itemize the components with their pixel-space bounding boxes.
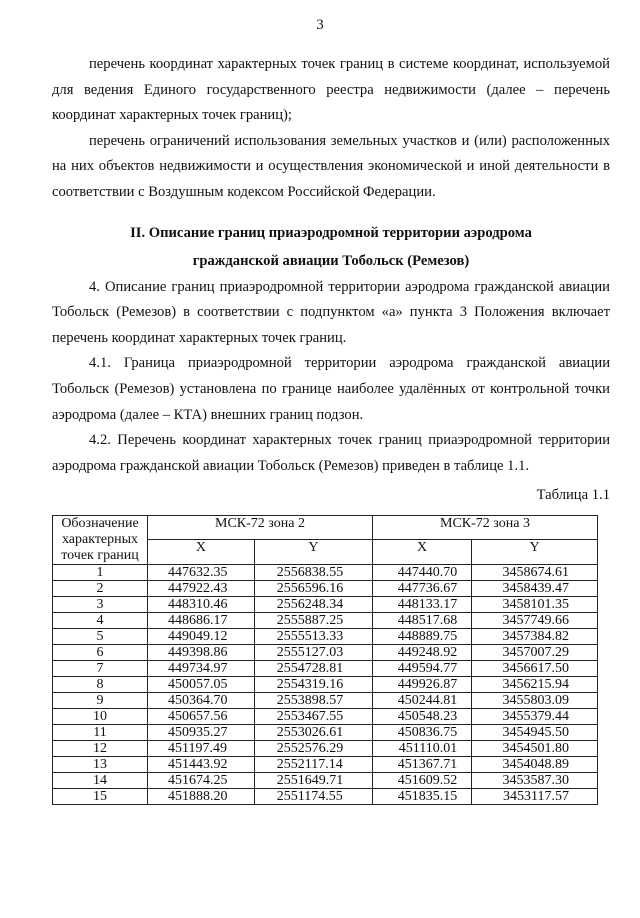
cell-zone2-y: 2555513.33: [254, 628, 372, 644]
cell-zone3-x: 449926.87: [372, 676, 471, 692]
cell-zone2-y: 2553026.61: [254, 724, 372, 740]
table-row: [53, 676, 598, 692]
cell-point-number: 14: [53, 772, 148, 788]
cell-zone2-x: 451674.25: [148, 772, 255, 788]
cell-zone3-y: 3453587.30: [472, 772, 598, 788]
cell-zone2-x: 449398.86: [148, 644, 255, 660]
cell-zone2-x: 449049.12: [148, 628, 255, 644]
cell-zone2-y: 2554728.81: [254, 660, 372, 676]
table-row: [53, 660, 598, 676]
cell-point-number: 3: [53, 596, 148, 612]
cell-zone3-y: 3455379.44: [472, 708, 598, 724]
cell-zone3-y: 3456215.94: [472, 676, 598, 692]
section-heading: [52, 219, 610, 275]
cell-point-number: 9: [53, 692, 148, 708]
table-row: [53, 724, 598, 740]
cell-point-number: 12: [53, 740, 148, 756]
table-row: [53, 564, 598, 580]
table-row: [53, 772, 598, 788]
cell-zone2-y: 2551649.71: [254, 772, 372, 788]
cell-zone3-y: 3454501.80: [472, 740, 598, 756]
cell-zone2-x: 447922.43: [148, 580, 255, 596]
section-heading-line-1: II. Описание границ приаэродромной территории аэродрома: [130, 224, 532, 241]
cell-zone3-x: 448133.17: [372, 596, 471, 612]
cell-point-number: 2: [53, 580, 148, 596]
cell-zone3-x: 449248.92: [372, 644, 471, 660]
table-row: [53, 756, 598, 772]
table-row: [53, 740, 598, 756]
cell-zone3-x: 447736.67: [372, 580, 471, 596]
cell-zone2-y: 2555887.25: [254, 612, 372, 628]
cell-zone2-y: 2556248.34: [254, 596, 372, 612]
coordinates-table: [52, 515, 598, 805]
cell-zone3-y: 3457749.66: [472, 612, 598, 628]
cell-zone3-y: 3458101.35: [472, 596, 598, 612]
cell-zone2-y: 2554319.16: [254, 676, 372, 692]
cell-zone2-y: 2552576.29: [254, 740, 372, 756]
cell-zone2-x: 451888.20: [148, 788, 255, 804]
cell-zone3-x: 450836.75: [372, 724, 471, 740]
cell-zone3-x: 451367.71: [372, 756, 471, 772]
section-heading-line-2: гражданской авиации Тобольск (Ремезов): [192, 252, 470, 269]
cell-zone2-x: 451197.49: [148, 740, 255, 756]
table-caption: Таблица 1.1: [536, 487, 610, 504]
header-zone-2-y: Y: [254, 540, 372, 565]
cell-zone3-x: 449594.77: [372, 660, 471, 676]
table-row: [53, 692, 598, 708]
cell-zone3-x: 448517.68: [372, 612, 471, 628]
cell-zone2-y: 2556596.16: [254, 580, 372, 596]
paragraph-coordinates-list: перечень координат характерных точек границ в системе координат, используемой для ведения Единого государственного реестра недвижимости (далее – перечень координат характерных точек границ);: [52, 56, 610, 124]
cell-zone2-x: 448310.46: [148, 596, 255, 612]
cell-zone3-y: 3454048.89: [472, 756, 598, 772]
table-body: [53, 564, 598, 804]
cell-zone2-x: 450057.05: [148, 676, 255, 692]
cell-zone3-y: 3454945.50: [472, 724, 598, 740]
table-row: [53, 788, 598, 804]
paragraph-4: 4. Описание границ приаэродромной территории аэродрома гражданской авиации Тобольск (Ремезов) в соответствии с подпунктом «а» пункта 3 Положения включает перечень координат характерных точек границ.: [52, 278, 610, 346]
cell-zone3-x: 450244.81: [372, 692, 471, 708]
header-zone-3-x: X: [372, 540, 471, 565]
header-zone-2-x: X: [148, 540, 255, 565]
cell-point-number: 4: [53, 612, 148, 628]
cell-point-number: 6: [53, 644, 148, 660]
table-row: [53, 580, 598, 596]
cell-zone3-y: 3453117.57: [472, 788, 598, 804]
paragraph-4-1: 4.1. Граница приаэродромной территории аэродрома гражданской авиации Тобольск (Ремезов) установлена по границе наиболее удалённых от контрольной точки аэродрома (далее – КТА) внешних границ подзон.: [52, 355, 610, 423]
cell-zone3-y: 3456617.50: [472, 660, 598, 676]
table-row: [53, 644, 598, 660]
cell-point-number: 10: [53, 708, 148, 724]
cell-zone3-y: 3458674.61: [472, 564, 598, 580]
paragraph-restrictions-list: перечень ограничений использования земельных участков и (или) расположенных на них объектов недвижимости и осуществления экономической и иной деятельности в соответствии с Воздушным кодексом Российской Федерации.: [52, 132, 610, 200]
cell-zone3-y: 3457007.29: [472, 644, 598, 660]
header-zone-3: МСК-72 зона 3: [372, 515, 597, 540]
table-row: [53, 596, 598, 612]
cell-zone3-x: 447440.70: [372, 564, 471, 580]
cell-zone3-x: 448889.75: [372, 628, 471, 644]
cell-zone2-x: 449734.97: [148, 660, 255, 676]
cell-zone3-y: 3458439.47: [472, 580, 598, 596]
cell-point-number: 1: [53, 564, 148, 580]
cell-zone3-y: 3455803.09: [472, 692, 598, 708]
cell-zone3-x: 450548.23: [372, 708, 471, 724]
cell-zone2-x: 451443.92: [148, 756, 255, 772]
cell-zone2-x: 450657.56: [148, 708, 255, 724]
table-row: [53, 628, 598, 644]
cell-zone3-x: 451835.15: [372, 788, 471, 804]
cell-zone2-y: 2555127.03: [254, 644, 372, 660]
cell-zone2-y: 2553467.55: [254, 708, 372, 724]
page-number: 3: [316, 17, 324, 33]
cell-zone2-x: 450935.27: [148, 724, 255, 740]
cell-zone2-y: 2551174.55: [254, 788, 372, 804]
paragraph-4-2: 4.2. Перечень координат характерных точек границ приаэродромной территории аэродрома гражданской авиации Тобольск (Ремезов) приведен в таблице 1.1.: [52, 432, 610, 474]
cell-zone2-x: 448686.17: [148, 612, 255, 628]
header-zone-3-y: Y: [472, 540, 598, 565]
cell-point-number: 5: [53, 628, 148, 644]
cell-point-number: 13: [53, 756, 148, 772]
table-row: [53, 612, 598, 628]
cell-point-number: 8: [53, 676, 148, 692]
cell-zone2-x: 447632.35: [148, 564, 255, 580]
cell-zone3-x: 451110.01: [372, 740, 471, 756]
cell-point-number: 15: [53, 788, 148, 804]
cell-zone2-y: 2556838.55: [254, 564, 372, 580]
cell-zone2-x: 450364.70: [148, 692, 255, 708]
document-body: [52, 52, 610, 805]
cell-zone3-y: 3457384.82: [472, 628, 598, 644]
table-row: [53, 708, 598, 724]
header-point-label: Обозначение характерных точек границ: [53, 515, 148, 564]
cell-zone3-x: 451609.52: [372, 772, 471, 788]
cell-zone2-y: 2553898.57: [254, 692, 372, 708]
cell-zone2-y: 2552117.14: [254, 756, 372, 772]
cell-point-number: 7: [53, 660, 148, 676]
header-zone-2: МСК-72 зона 2: [148, 515, 373, 540]
cell-point-number: 11: [53, 724, 148, 740]
